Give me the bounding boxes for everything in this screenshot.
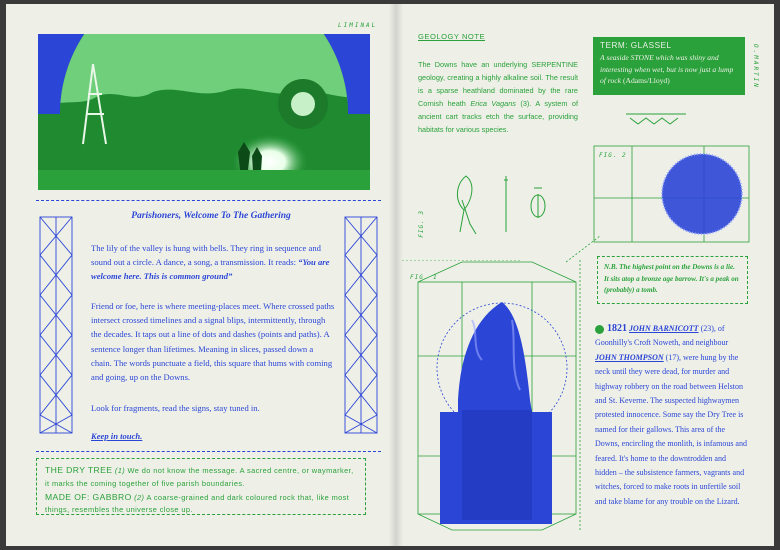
running-head-left: LIMINAL xyxy=(338,22,378,29)
welcome-quote: “You are welcome here. This is common ground” xyxy=(91,257,330,282)
welcome-paragraph-1: The lily of the valley is hung with bells. They ring in sequence and sound out a circle. A dance, a song, a transmission. It reads: “You are welcome here. This is common ground” xyxy=(91,243,330,282)
barnicott-entry: 1821 JOHN BARNICOTT (23), of Goonhilly's Croft Noweth, and neighbour JOHN THOMPSON (17), were hung by the neck until they were dead, for murder and highway robbery on the road between Helston and St. Keverne. The suspected highwaymen protested innocence. Some say the Dry Tree is named for their gallows. This area of the Downs, encircling the monlith, is infamous and feared. It's home to the downtrodden and hidden – the subsistence farmers, vagrants and witches, forced to make roots in unfertile soil and take blame for any trouble on the Lizard. xyxy=(595,323,747,506)
fig-2-label: FIG. 2 xyxy=(599,152,627,159)
made-of-entry: MADE OF: GABBRO (2) A coarse-grained and dark coloured rock that, like most things, resembles the universe close up. xyxy=(45,491,350,515)
zigzag-ornament xyxy=(626,110,686,126)
dry-tree-entry: THE DRY TREE (1) We do not know the message. A sacred centre, or waymarker, it marks the coming together of five parish boundaries. xyxy=(45,465,354,488)
dry-tree-box xyxy=(36,458,366,515)
plant-sketches xyxy=(446,170,556,240)
connector-line xyxy=(566,234,602,264)
welcome-title: Parishoners, Welcome To The Gathering xyxy=(131,211,291,221)
term-glassel-box xyxy=(593,37,745,95)
gathering-photo xyxy=(38,34,370,190)
left-lattice-ornament xyxy=(38,215,74,435)
geology-note-label: GEOLOGY NOTE xyxy=(418,32,486,41)
figure-2-grid xyxy=(592,144,752,244)
term-definition: A seaside STONE which was shiny and interesting when wet, but is now just a lump of rock (Adams/Lloyd) xyxy=(600,53,734,85)
bullet-dot xyxy=(595,325,604,334)
figure-1-monolith xyxy=(402,260,584,532)
welcome-paragraph-2: Friend or foe, here is where meeting-places meet. Where crossed paths intersect crossed timelines and a signal blips, intermittently, through the decades. It taps out a line of dots and dashes (points and paths). A sentence longer than lifetimes. Meaning in slices, passed down a chain. The words punctuate a field, this square that hums with coming and going, up on the Downs. xyxy=(91,301,335,383)
welcome-section xyxy=(36,200,381,452)
running-head-right: O.MARTIN xyxy=(752,44,759,89)
keep-in-touch: Keep in touch. xyxy=(91,431,143,441)
booklet-spread xyxy=(6,4,774,546)
geology-note-body: The Downs have an underlying SERPENTINE geology, creating a highly alkaline soil. The result is a sparse heathland dominated by the rare Cornish heath Erica Vagans (3). A system of ancient cart tracks etch the surface, providing habitats for various species. xyxy=(418,60,578,134)
right-lattice-ornament xyxy=(343,215,379,435)
center-gutter xyxy=(389,4,403,546)
welcome-paragraph-3: Look for fragments, read the signs, stay tuned in. xyxy=(91,403,260,413)
term-label: TERM: GLASSEL xyxy=(600,41,672,50)
fig-3-label: FIG. 3 xyxy=(418,210,425,238)
fig-1-label: FIG. 1 xyxy=(410,274,438,281)
nb-box: N.B. The highest point on the Downs is a lie. It sits atop a bronze age barrow. It's a peak on (probably) a tomb. xyxy=(597,256,748,304)
